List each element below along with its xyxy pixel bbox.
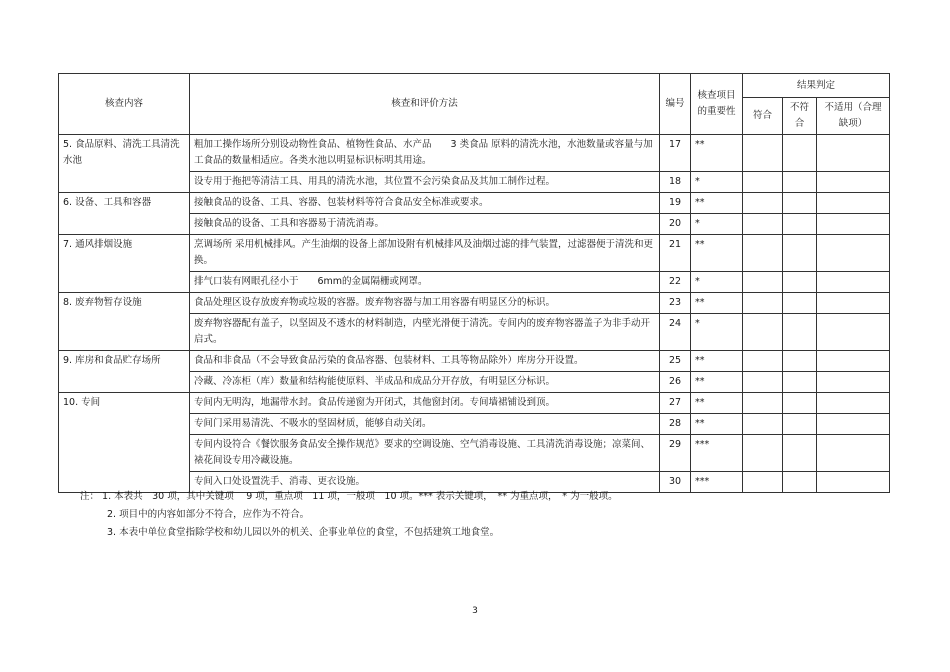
number-cell: 23 — [660, 293, 691, 314]
na-cell[interactable] — [817, 235, 890, 272]
method-cell: 设专用于拖把等清洁工具、用具的清洗水池，其位置不会污染食品及其加工制作过程。 — [190, 172, 660, 193]
nonconform-cell[interactable] — [783, 472, 817, 493]
number-cell: 17 — [660, 135, 691, 172]
table-row — [59, 235, 890, 272]
table-row — [59, 193, 890, 214]
nonconform-cell[interactable] — [783, 293, 817, 314]
nonconform-cell[interactable] — [783, 235, 817, 272]
importance-cell: * — [691, 214, 743, 235]
conform-cell[interactable] — [743, 214, 783, 235]
category-cell: 9. 库房和食品贮存场所 — [59, 351, 190, 393]
number-cell: 29 — [660, 435, 691, 472]
number-cell: 21 — [660, 235, 691, 272]
nonconform-cell[interactable] — [783, 393, 817, 414]
number-cell: 19 — [660, 193, 691, 214]
category-cell: 7. 通风排烟设施 — [59, 235, 190, 293]
page-number: 3 — [472, 606, 478, 616]
na-cell[interactable] — [817, 414, 890, 435]
na-cell[interactable] — [817, 372, 890, 393]
nonconform-cell[interactable] — [783, 272, 817, 293]
conform-cell[interactable] — [743, 351, 783, 372]
conform-cell[interactable] — [743, 414, 783, 435]
nonconform-cell[interactable] — [783, 214, 817, 235]
number-cell: 27 — [660, 393, 691, 414]
header-nonconform: 不符合 — [783, 98, 817, 135]
na-cell[interactable] — [817, 214, 890, 235]
category-cell: 5. 食品原料、清洗工具清洗水池 — [59, 135, 190, 193]
number-cell: 28 — [660, 414, 691, 435]
header-number: 编号 — [660, 74, 691, 135]
header-result: 结果判定 — [743, 74, 890, 98]
na-cell[interactable] — [817, 135, 890, 172]
nonconform-cell[interactable] — [783, 193, 817, 214]
nonconform-cell[interactable] — [783, 435, 817, 472]
note-3: 3. 本表中单位食堂指除学校和幼儿园以外的机关、企事业单位的食堂，不包括建筑工地食堂。 — [107, 527, 500, 538]
conform-cell[interactable] — [743, 172, 783, 193]
method-cell: 冷藏、冷冻柜（库）数量和结构能使原料、半成品和成品分开存放，有明显区分标识。 — [190, 372, 660, 393]
method-cell: 废弃物容器配有盖子，以坚固及不透水的材料制造，内壁光滑便于清洗。专间内的废弃物容器盖子为非手动开启式。 — [190, 314, 660, 351]
na-cell[interactable] — [817, 293, 890, 314]
conform-cell[interactable] — [743, 135, 783, 172]
method-cell: 食品处理区设存放废弃物或垃圾的容器。废弃物容器与加工用容器有明显区分的标识。 — [190, 293, 660, 314]
conform-cell[interactable] — [743, 435, 783, 472]
importance-cell: *** — [691, 435, 743, 472]
category-cell: 8. 废弃物暂存设施 — [59, 293, 190, 351]
importance-cell: ** — [691, 372, 743, 393]
category-cell: 6. 设备、工具和容器 — [59, 193, 190, 235]
conform-cell[interactable] — [743, 193, 783, 214]
method-cell: 专间内无明沟，地漏带水封。食品传递窗为开闭式，其他窗封闭。专间墙裙铺设到顶。 — [190, 393, 660, 414]
importance-cell: ** — [691, 135, 743, 172]
nonconform-cell[interactable] — [783, 372, 817, 393]
header-na: 不适用（合理缺项） — [817, 98, 890, 135]
na-cell[interactable] — [817, 314, 890, 351]
importance-cell: ** — [691, 235, 743, 272]
importance-cell: ** — [691, 393, 743, 414]
na-cell[interactable] — [817, 193, 890, 214]
conform-cell[interactable] — [743, 472, 783, 493]
number-cell: 24 — [660, 314, 691, 351]
number-cell: 25 — [660, 351, 691, 372]
header-conform: 符合 — [743, 98, 783, 135]
note-2: 2. 项目中的内容如部分不符合，应作为不符合。 — [107, 509, 310, 520]
number-cell: 20 — [660, 214, 691, 235]
table-row — [59, 293, 890, 314]
method-cell: 专间入口处设置洗手、消毒、更衣设施。 — [190, 472, 660, 493]
nonconform-cell[interactable] — [783, 314, 817, 351]
table-row — [59, 135, 890, 172]
importance-cell: ** — [691, 293, 743, 314]
conform-cell[interactable] — [743, 393, 783, 414]
importance-cell: ** — [691, 193, 743, 214]
category-cell: 10. 专间 — [59, 393, 190, 493]
number-cell: 18 — [660, 172, 691, 193]
nonconform-cell[interactable] — [783, 172, 817, 193]
importance-cell: ** — [691, 414, 743, 435]
method-cell: 接触食品的设备、工具和容器易于清洗消毒。 — [190, 214, 660, 235]
conform-cell[interactable] — [743, 372, 783, 393]
conform-cell[interactable] — [743, 293, 783, 314]
conform-cell[interactable] — [743, 272, 783, 293]
na-cell[interactable] — [817, 472, 890, 493]
conform-cell[interactable] — [743, 314, 783, 351]
table-row — [59, 351, 890, 372]
header-importance: 核查项目的重要性 — [691, 74, 743, 135]
table-row — [59, 393, 890, 414]
method-cell: 接触食品的设备、工具、容器、包装材料等符合食品安全标准或要求。 — [190, 193, 660, 214]
importance-cell: * — [691, 314, 743, 351]
na-cell[interactable] — [817, 435, 890, 472]
nonconform-cell[interactable] — [783, 414, 817, 435]
table-notes — [80, 488, 618, 542]
na-cell[interactable] — [817, 393, 890, 414]
na-cell[interactable] — [817, 272, 890, 293]
note-1: 注： 1. 本表共 30 项，其中关键项 9 项，重点项 11 项，一般项 10 项。*** 表示关键项， ** 为重点项， * 为一般项。 — [80, 491, 618, 502]
conform-cell[interactable] — [743, 235, 783, 272]
number-cell: 30 — [660, 472, 691, 493]
na-cell[interactable] — [817, 172, 890, 193]
nonconform-cell[interactable] — [783, 351, 817, 372]
importance-cell: *** — [691, 472, 743, 493]
method-cell: 烹调场所 采用机械排风。产生油烟的设备上部加设附有机械排风及油烟过滤的排气装置，过滤器便于清洗和更换。 — [190, 235, 660, 272]
method-cell: 专间门采用易清洗、不吸水的坚固材质，能够自动关闭。 — [190, 414, 660, 435]
importance-cell: ** — [691, 351, 743, 372]
importance-cell: * — [691, 172, 743, 193]
inspection-table — [58, 73, 890, 493]
number-cell: 26 — [660, 372, 691, 393]
na-cell[interactable] — [817, 351, 890, 372]
method-cell: 专间内设符合《餐饮服务食品安全操作规范》要求的空调设施、空气消毒设施、工具清洗消毒设施；凉菜间、裱花间设专用冷藏设施。 — [190, 435, 660, 472]
header-method: 核查和评价方法 — [190, 74, 660, 135]
importance-cell: * — [691, 272, 743, 293]
nonconform-cell[interactable] — [783, 135, 817, 172]
method-cell: 排气口装有网眼孔径小于 6mm的金属隔栅或网罩。 — [190, 272, 660, 293]
number-cell: 22 — [660, 272, 691, 293]
header-content: 核查内容 — [59, 74, 190, 135]
method-cell: 食品和非食品（不会导致食品污染的食品容器、包装材料、工具等物品除外）库房分开设置。 — [190, 351, 660, 372]
method-cell: 粗加工操作场所分别设动物性食品、植物性食品、水产品 3 类食品 原料的清洗水池，水池数量或容量与加工食品的数量相适应。各类水池以明显标识标明其用途。 — [190, 135, 660, 172]
